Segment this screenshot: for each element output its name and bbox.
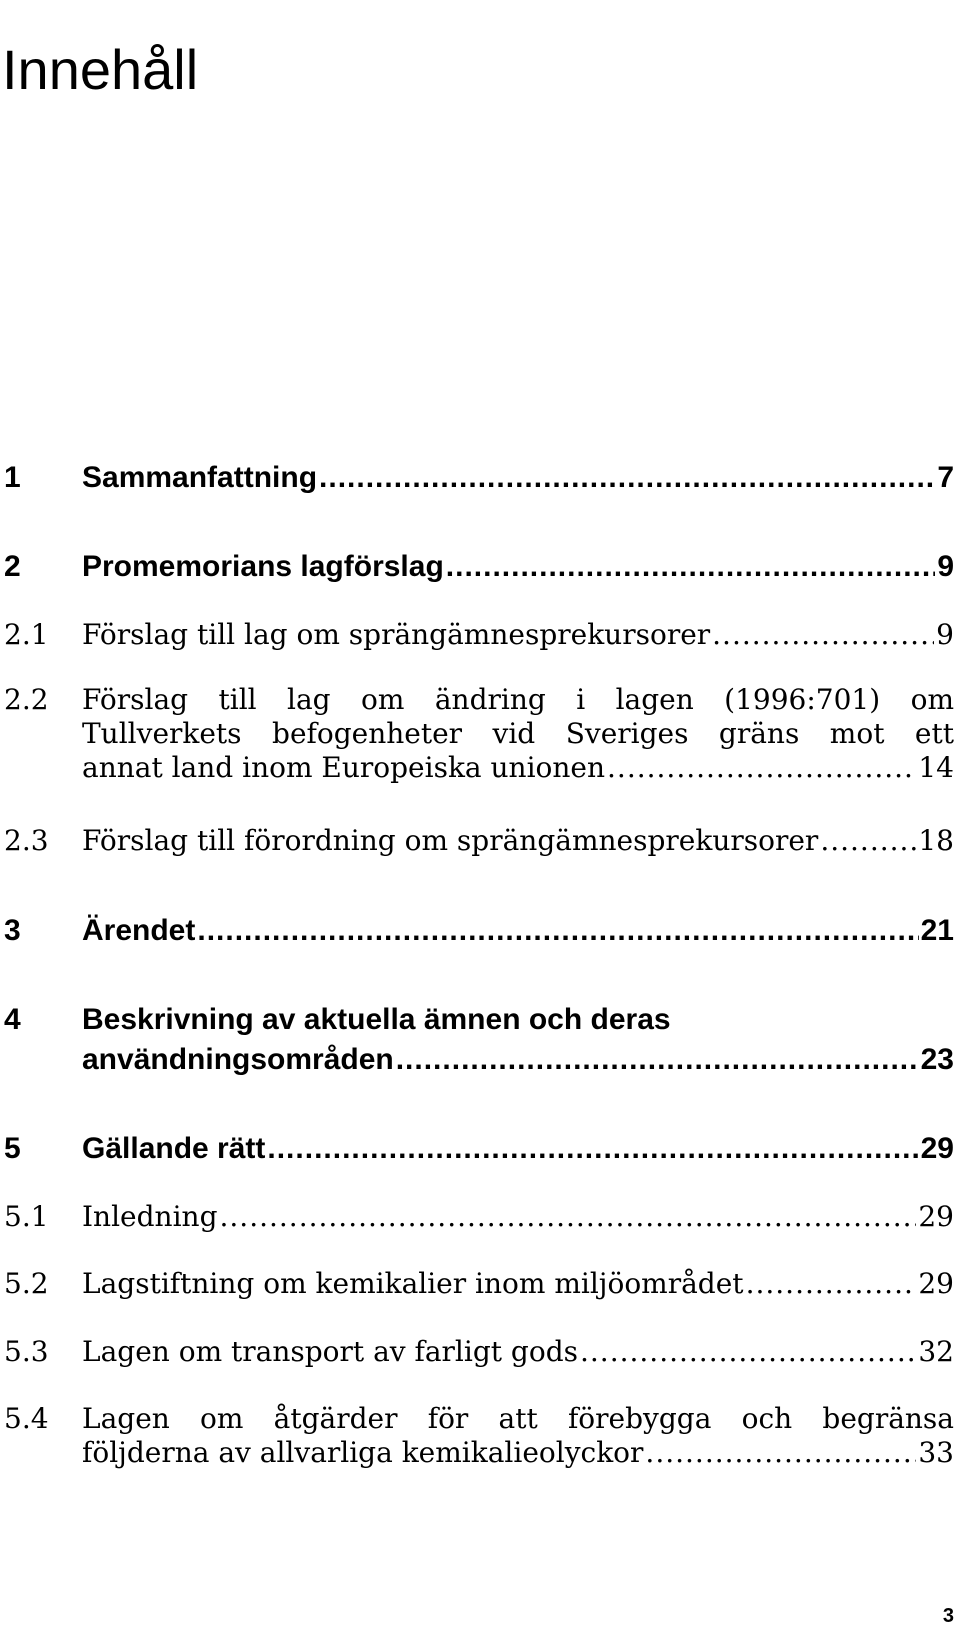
toc-entry-number: 5.1 (4, 1200, 49, 1233)
dot-leader (446, 547, 936, 587)
toc-entry-number: 2.1 (4, 618, 49, 651)
dot-leader (746, 1267, 917, 1301)
dot-leader (820, 824, 916, 858)
toc-entry-title: Lagstiftning om kemikalier inom miljöområdet (82, 1267, 744, 1300)
toc-entry-page: 7 (937, 461, 954, 494)
toc-entry-title-line (82, 458, 954, 498)
toc-entry-title-line: Lagen om åtgärder för att förebygga och begränsa (82, 1402, 954, 1435)
dot-leader (319, 458, 935, 498)
toc-entry-title: Förslag till förordning om sprängämnesprekursorer (82, 824, 819, 857)
toc-entry-title: Förslag till lag om sprängämnesprekursorer (82, 618, 711, 651)
toc-entry-number: 4 (4, 1003, 21, 1036)
toc-entry-page: 33 (918, 1436, 954, 1469)
toc-entry-page: 14 (918, 751, 954, 784)
toc-entry-title-line (82, 547, 954, 587)
toc-entry-title-line (82, 1200, 954, 1234)
toc-entry-title-line (82, 618, 954, 652)
toc-entry-title-line (82, 1267, 954, 1301)
toc-entry-page: 9 (937, 550, 954, 583)
toc-entry-number: 5.2 (4, 1267, 49, 1300)
toc-entry-number: 2 (4, 550, 21, 583)
toc-entry-title: Gällande rätt (82, 1132, 266, 1165)
toc-entry-title: Ärendet (82, 914, 196, 947)
toc-entry-title-line (82, 1129, 954, 1169)
toc-entry-number: 2.3 (4, 824, 49, 857)
toc-entry-page: 9 (936, 618, 954, 651)
toc-entry-title: Inledning (82, 1200, 218, 1233)
toc-entry-title: Promemorians lagförslag (82, 550, 444, 583)
toc-entry-title-line (82, 1436, 954, 1470)
page-title: Innehåll (2, 37, 199, 101)
toc-entry-page: 21 (920, 914, 954, 947)
toc-entry-number: 3 (4, 914, 21, 947)
dot-leader (645, 1436, 916, 1470)
dot-leader (220, 1200, 917, 1234)
toc-entry-title: annat land inom Europeiska unionen (82, 751, 606, 784)
toc-entry-number: 5.3 (4, 1335, 49, 1368)
dot-leader (197, 911, 918, 951)
toc-entry-title-line (82, 1335, 954, 1369)
dot-leader (396, 1040, 919, 1080)
toc-entry-number: 2.2 (4, 683, 49, 716)
toc-entry-page: 23 (920, 1043, 954, 1076)
toc-entry-title: användningsområden (82, 1043, 394, 1076)
toc-entry-title: Sammanfattning (82, 461, 318, 494)
dot-leader (607, 751, 916, 785)
page-number: 3 (942, 1605, 954, 1627)
toc-entry-title-line: Tullverkets befogenheter vid Sveriges gräns mot ett (82, 717, 954, 750)
toc-entry-title-line (82, 911, 954, 951)
toc-entry-page: 29 (918, 1267, 954, 1300)
toc-entry-page: 18 (918, 824, 954, 857)
toc-entry-page: 29 (918, 1200, 954, 1233)
toc-entry-title-line (82, 824, 954, 858)
toc-entry-page: 32 (918, 1335, 954, 1368)
toc-entry-title-line (82, 1040, 954, 1080)
toc-entry-number: 5.4 (4, 1402, 49, 1435)
toc-entry-title-line: Förslag till lag om ändring i lagen (1996:701) om (82, 683, 954, 716)
toc-entry-number: 1 (4, 461, 21, 494)
toc-entry-title-line: Beskrivning av aktuella ämnen och deras (82, 1003, 671, 1036)
toc-entry-title-line (82, 751, 954, 785)
dot-leader (580, 1335, 916, 1369)
toc-entry-title: följderna av allvarliga kemikalieolyckor (82, 1436, 644, 1469)
toc-entry-number: 5 (4, 1132, 21, 1165)
dot-leader (267, 1129, 918, 1169)
toc-entry-page: 29 (920, 1132, 954, 1165)
toc-entry-title: Lagen om transport av farligt gods (82, 1335, 578, 1368)
dot-leader (712, 618, 934, 652)
